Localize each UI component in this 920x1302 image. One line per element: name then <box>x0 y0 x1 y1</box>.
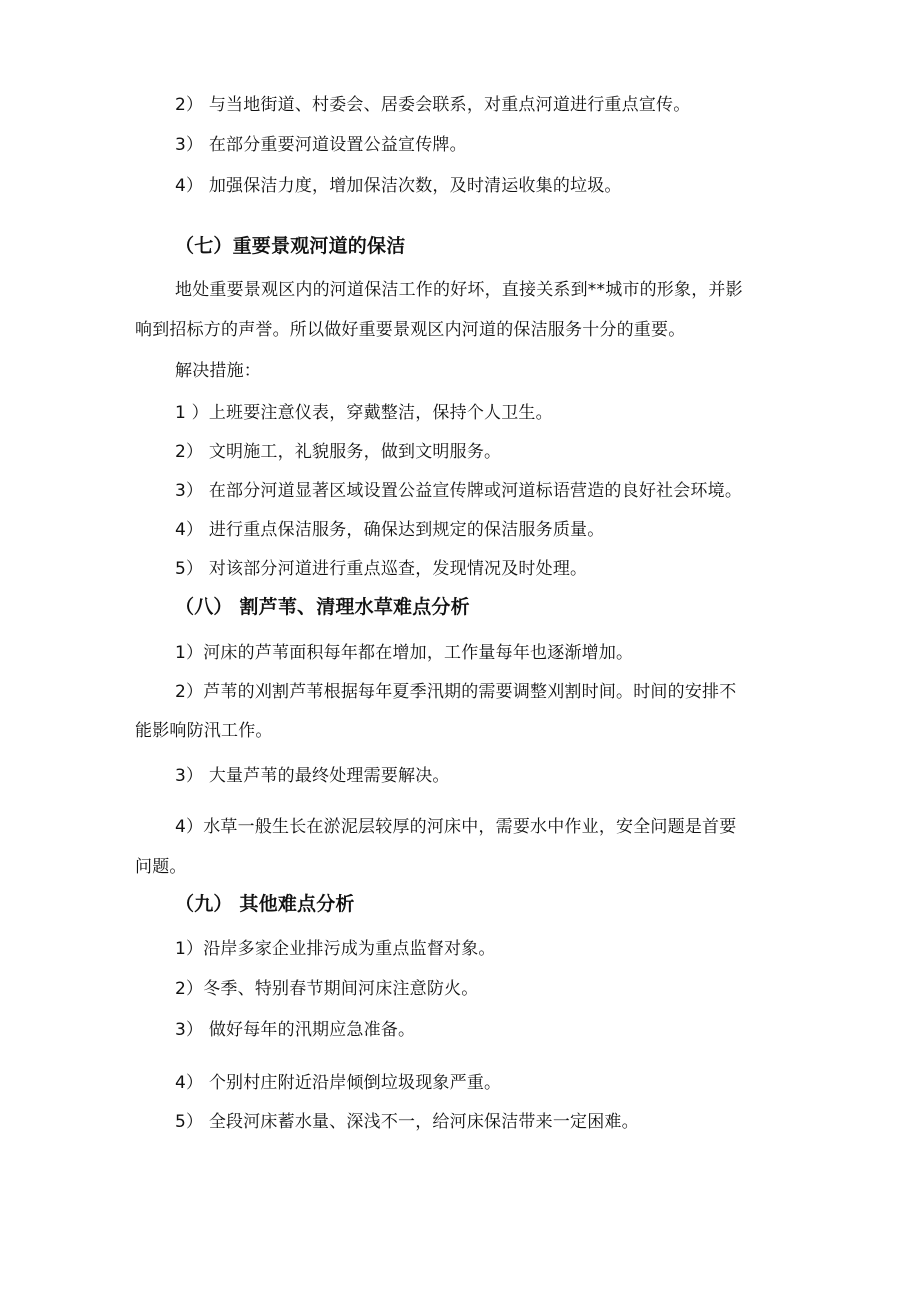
list-item: 4） 进行重点保洁服务，确保达到规定的保洁服务质量。 <box>175 520 605 540</box>
paragraph-line: 地处重要景观区内的河道保洁工作的好坏，直接关系到**城市的形象，并影 <box>175 280 743 300</box>
measures-label: 解决措施： <box>175 361 261 381</box>
list-item: 5） 对该部分河道进行重点巡查，发现情况及时处理。 <box>175 559 588 579</box>
list-item: 1）河床的芦苇面积每年都在增加，工作量每年也逐渐增加。 <box>175 643 634 663</box>
list-item: 5） 全段河床蓄水量、深浅不一，给河床保洁带来一定困难。 <box>175 1112 639 1132</box>
list-item: 3） 在部分河道显著区域设置公益宣传牌或河道标语营造的良好社会环境。 <box>175 481 743 501</box>
section-heading: （八） 割芦苇、清理水草难点分析 <box>175 596 470 618</box>
section-heading: （九） 其他难点分析 <box>175 893 355 915</box>
list-item: 1 ）上班要注意仪表，穿戴整洁，保持个人卫生。 <box>175 403 553 423</box>
list-item: 2） 文明施工，礼貌服务，做到文明服务。 <box>175 442 502 462</box>
section-heading: （七）重要景观河道的保洁 <box>175 235 406 257</box>
list-item: 1）沿岸多家企业排污成为重点监督对象。 <box>175 939 496 959</box>
list-item-continuation: 问题。 <box>135 857 187 877</box>
list-item: 3） 在部分重要河道设置公益宣传牌。 <box>175 135 467 155</box>
list-item: 3） 大量芦苇的最终处理需要解决。 <box>175 766 450 786</box>
paragraph-line: 响到招标方的声誉。所以做好重要景观区内河道的保洁服务十分的重要。 <box>135 320 686 340</box>
list-item: 3） 做好每年的汛期应急准备。 <box>175 1020 416 1040</box>
list-item: 4） 加强保洁力度，增加保洁次数，及时清运收集的垃圾。 <box>175 176 622 196</box>
list-item: 2）芦苇的刈割芦苇根据每年夏季汛期的需要调整刈割时间。时间的安排不 <box>175 682 737 702</box>
list-item: 2） 与当地街道、村委会、居委会联系，对重点河道进行重点宣传。 <box>175 95 691 115</box>
list-item: 2）冬季、特别春节期间河床注意防火。 <box>175 979 479 999</box>
list-item: 4）水草一般生长在淤泥层较厚的河床中，需要水中作业，安全问题是首要 <box>175 817 737 837</box>
list-item: 4） 个别村庄附近沿岸倾倒垃圾现象严重。 <box>175 1073 502 1093</box>
list-item-continuation: 能影响防汛工作。 <box>135 721 273 741</box>
